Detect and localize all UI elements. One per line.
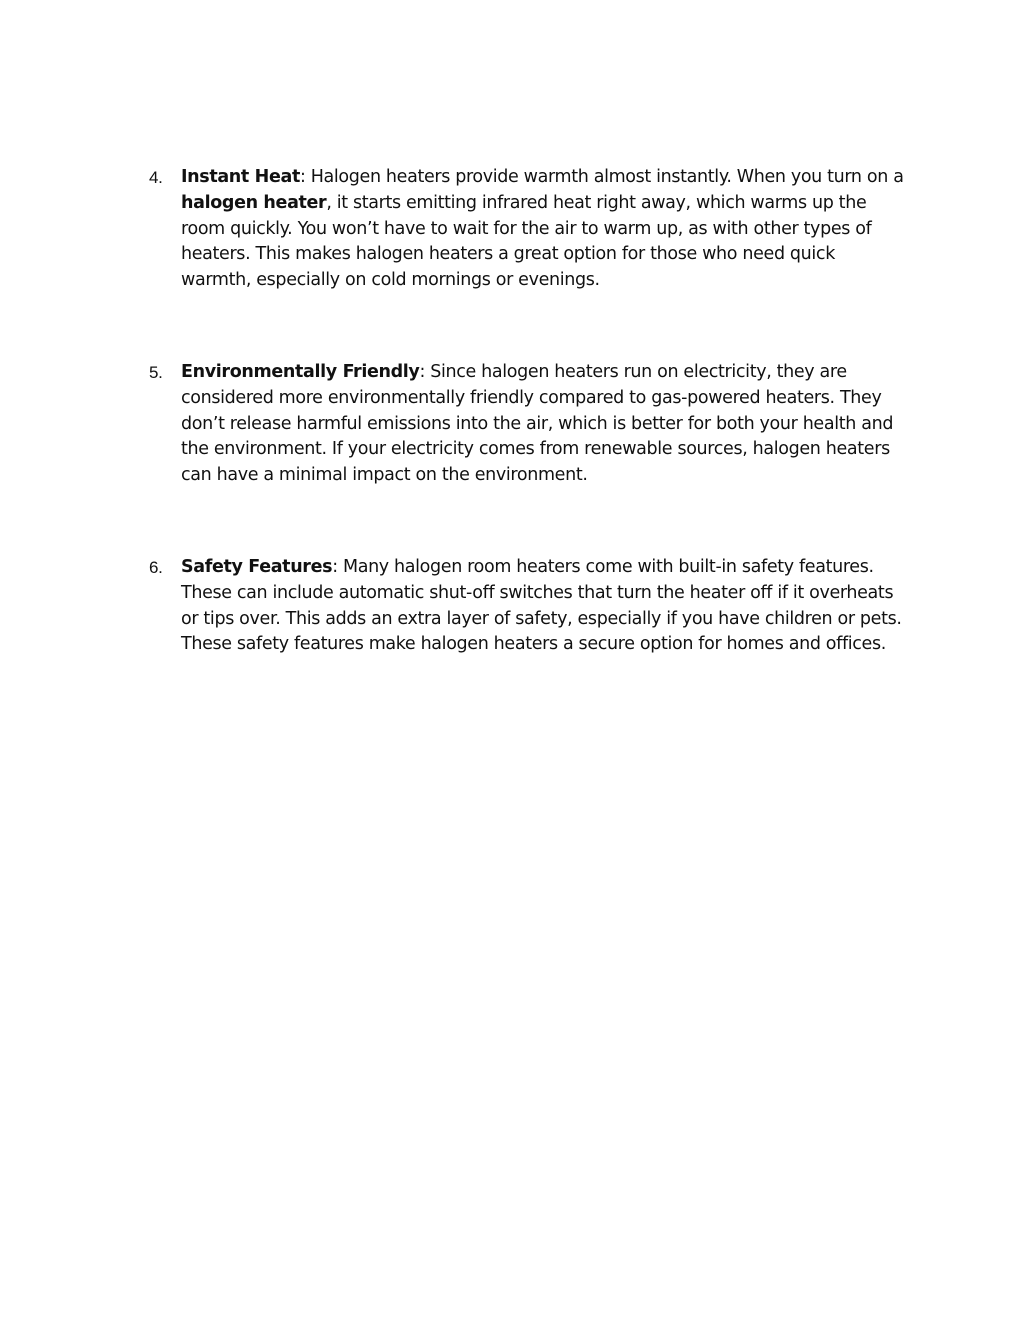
item-title: Environmentally Friendly (181, 361, 420, 382)
numbered-list (149, 165, 909, 658)
list-number: 4. (149, 168, 163, 187)
item-text-part: , it starts emitting infrared heat right away, which warms up the room quickly. You won’t have to wait for the air to warm up, as with other types of heaters. This makes halogen heaters a great option for those who need quick warmth, especially on cold mornings or evenings. (181, 192, 872, 291)
item-title: Safety Features (181, 556, 333, 577)
list-item-text (181, 165, 909, 294)
list-item-safety-features (149, 555, 909, 658)
list-item-text (181, 555, 909, 658)
list-item-text (181, 360, 909, 489)
list-item-instant-heat (149, 165, 909, 294)
list-number: 5. (149, 362, 163, 382)
item-title: Instant Heat (181, 167, 300, 187)
list-number: 6. (149, 557, 163, 577)
item-text-part: : Halogen heaters provide warmth almost instantly. When you turn on a (299, 167, 904, 187)
item-text-part: : Since halogen heaters run on electricity, they are considered more environmentally friendly compared to gas-powered heaters. They don’t release harmful emissions into the air, which is better for both your health and the environment. If your electricity comes from renewable sources, halogen heaters can have a minimal impact on the environment. (181, 361, 894, 486)
item-text-part: : Many halogen room heaters come with built-in safety features. These can include automatic shut-off switches that turn the heater off if it overheats or tips over. This adds an extra layer of safety, especially if you have children or pets. These safety features make halogen heaters a secure option for homes and offices. (181, 556, 902, 655)
list-item-environmentally-friendly (149, 360, 909, 489)
bold-keyword-halogen-heater: halogen heater (181, 192, 327, 213)
